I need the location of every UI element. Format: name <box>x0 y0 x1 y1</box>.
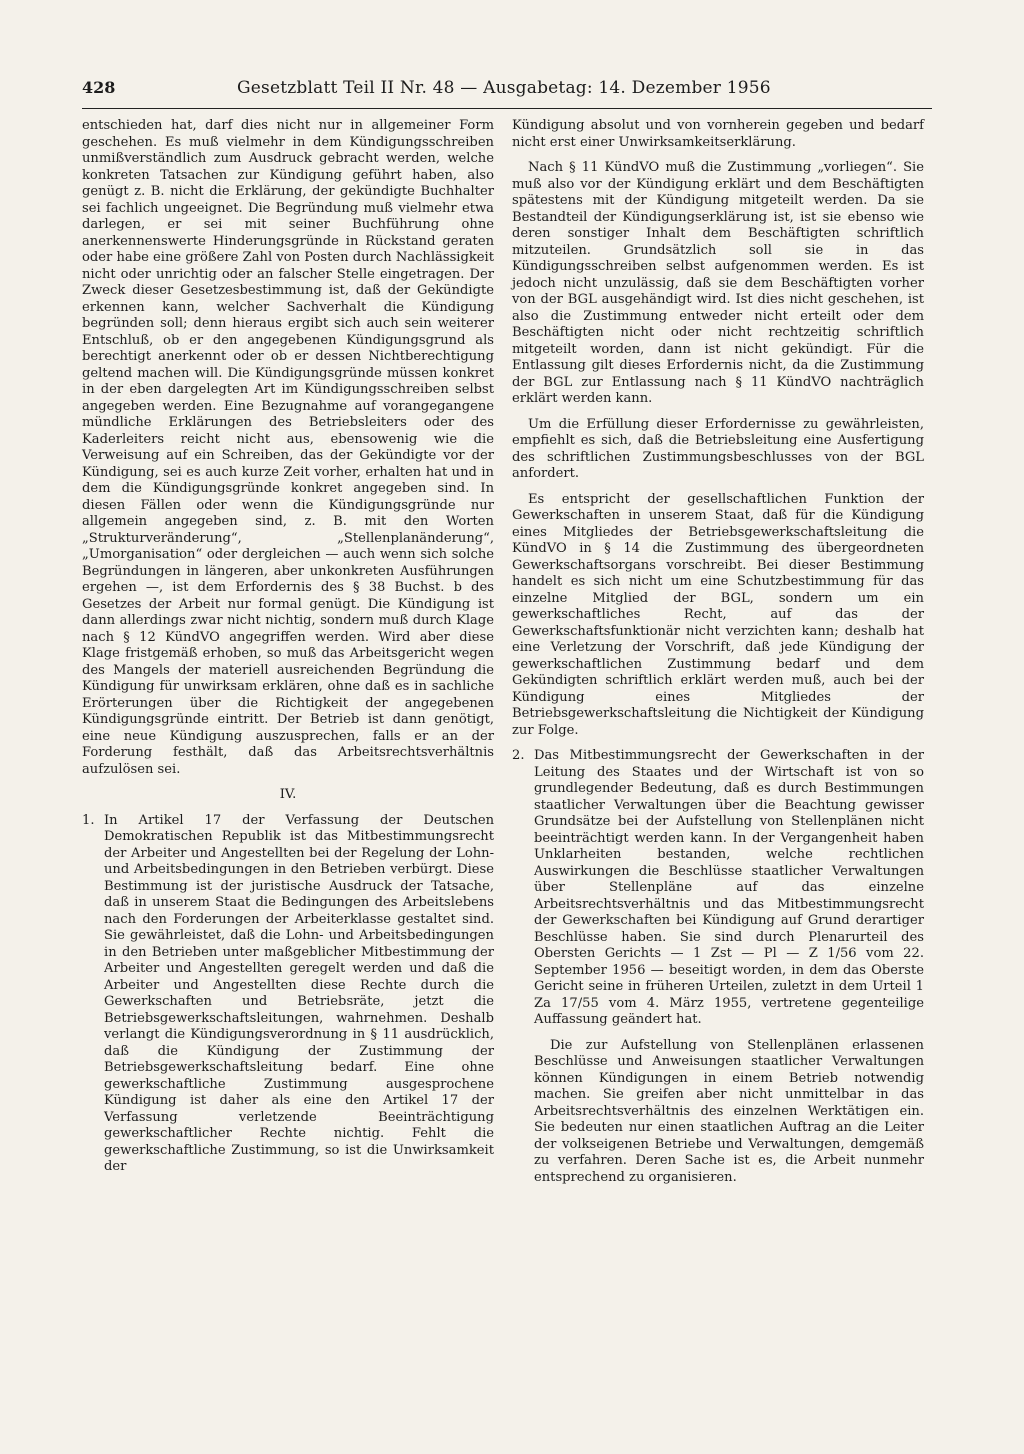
page-header <box>82 78 932 109</box>
item-text-continued: Die zur Aufstellung von Stellenplänen erlassenen Beschlüsse und Anweisungen staatlicher Verwaltungen können Kündigungen in einem Betrieb notwendig machen. Sie greifen aber nicht unmittelbar in das Arbeitsrechtsverhältnis des einzelnen Werktätigen ein. Sie bedeuten nur einen staatlichen Auftrag an die Leiter der volkseigenen Betriebe und Verwaltungen, demgemäß zu verfahren. Deren Sache ist es, die Arbeit nunmehr entsprechend zu organisieren. <box>534 1037 924 1185</box>
item-text: In Artikel 17 der Verfassung der Deutschen Demokratischen Republik ist das Mitbestimmungsrecht der Arbeiter und Angestellten bei der Regelung der Lohn- und Arbeitsbedingungen in den Betrieben verbürgt. Diese Bestimmung ist der juristische Ausdruck der Tatsache, daß in unserem Staat die Bedingungen des Arbeitslebens nach den Forderungen der Arbeiterklasse gestaltet sind. Sie gewährleistet, daß die Lohn- und Arbeitsbedingungen in den Betrieben unter maßgeblicher Mitbestimmung der Arbeiter und Angestellten geregelt werden und daß die Arbeiter und Angestellten diese Rechte durch die Gewerkschaften und Betriebsräte, jetzt die Betriebsgewerkschaftsleitungen, wahrnehmen. Deshalb verlangt die Kündigungsverordnung in § 11 ausdrücklich, daß die Kündigung der Zustimmung der Betriebsgewerkschaftsleitung bedarf. Eine ohne gewerkschaftliche Zustimmung ausgesprochene Kündigung ist daher als eine den Artikel 17 der Verfassung verletzende Beeinträchtigung gewerkschaftlicher Rechte nichtig. Fehlt die gewerkschaftliche Zustimmung, so ist die Unwirksamkeit der <box>104 812 494 1174</box>
numbered-item-2 <box>512 748 924 1186</box>
item-text: Das Mitbestimmungsrecht der Gewerkschaften in der Leitung des Staates und der Wirtschaft ist von so grundlegender Bedeutung, daß es durch Bestimmungen staatlicher Verwaltungen über die Beachtung gewisser Grundsätze bei der Aufstellung von Stellenplänen nicht beeinträchtigt werden kann. In der Vergangenheit haben Unklarheiten bestanden, welche rechtlichen Auswirkungen die Beschlüsse staatlicher Verwaltungen über Stellenpläne auf das einzelne Arbeitsrechtsverhältnis und das Mitbestimmungsrecht der Gewerkschaften bei Kündigung auf Grund derartiger Beschlüsse haben. Sie sind durch Plenarurteil des Obersten Gerichts — 1 Zst — Pl — Z 1/56 vom 22. September 1956 — beseitigt worden, in dem das Oberste Gericht seine in früheren Urteilen, zuletzt in dem Urteil 1 Za 17/55 vom 4. März 1955, vertretene gegenteilige Auffassung geändert hat. <box>534 748 924 1027</box>
page-number: 428 <box>82 78 116 97</box>
item-number: 1. <box>82 812 95 828</box>
left-column <box>82 118 494 1185</box>
section-heading: IV. <box>279 787 297 802</box>
paragraph: entschieden hat, darf dies nicht nur in allgemeiner Form geschehen. Es muß vielmehr in dem Kündigungsschreiben unmißverständlich zum Ausdruck gebracht werden, welche konkreten Tatsachen zur Kündigung geführt haben, also genügt z. B. nicht die Erklärung, der gekündigte Buchhalter sei fachlich ungeeignet. Die Begründung muß vielmehr etwa darlegen, er sei mit seiner Buchführung ohne anerkennenswerte Hinderungsgründe in Rückstand geraten oder habe eine größere Zahl von Posten durch Nachlässigkeit nicht oder unrichtig oder an falscher Stelle eingetragen. Der Zweck dieser Gesetzesbestimmung ist, daß der Gekündigte erkennen kann, welcher Sachverhalt die Kündigung begründen soll; denn hieraus ergibt sich auch sein weiterer Entschluß, ob er den angegebenen Kündigungsgrund als berechtigt anerkennt oder ob er dessen Nichtberechtigung geltend machen will. Die Kündigungsgründe müssen konkret in der eben dargelegten Art im Kündigungsschreiben selbst angegeben werden. Eine Bezugnahme auf vorangegangene mündliche Erklärungen des Betriebsleiters oder des Kaderleiters reicht nicht aus, ebensowenig wie die Verweisung auf ein Schreiben, das der Gekündigte vor der Kündigung, sei es auch kurze Zeit vorher, erhalten hat und in dem die Kündigungsgründe konkret angegeben sind. In diesen Fällen oder wenn die Kündigungsgründe nur allgemein angegeben sind, z. B. mit den Worten „Strukturveränderung“, „Stellenplanänderung“, „Umorganisation“ oder dergleichen — auch wenn sich solche Begründungen in längeren, aber unkonkreten Ausführungen ergehen —, ist dem Erfordernis des § 38 Buchst. b des Gesetzes der Arbeit nur formal genügt. Die Kündigung ist dann allerdings zwar nicht nichtig, sondern muß durch Klage nach § 12 KündVO angegriffen werden. Wird aber diese Klage fristgemäß erhoben, so muß das Arbeitsgericht wegen des Mangels der materiell ausreichenden Begründung die Kündigung für unwirksam erklären, ohne daß es in sachliche Erörterungen über die Richtigkeit der angegebenen Kündigungsgründe eintritt. Der Betrieb ist dann genötigt, eine neue Kündigung auszusprechen, falls er an der Forderung festhält, daß das Arbeitsrechtsverhältnis aufzulösen sei. <box>82 118 494 777</box>
header-title: Gesetzblatt Teil II Nr. 48 — Ausgabetag: 14. Dezember 1956 <box>237 78 771 98</box>
right-column <box>512 118 924 1195</box>
paragraph: Kündigung absolut und von vornherein gegeben und bedarf nicht erst einer Unwirksamkeitserklärung. <box>512 118 924 150</box>
paragraph: Es entspricht der gesellschaftlichen Funktion der Gewerkschaften in unserem Staat, daß für die Kündigung eines Mitgliedes der Betriebsgewerkschaftsleitung die KündVO in § 14 die Zustimmung des übergeordneten Gewerkschaftsorgans vorschreibt. Bei dieser Bestimmung handelt es sich nicht um eine Schutzbestimmung für das einzelne Mitglied der BGL, sondern um ein gewerkschaftliches Recht, auf das der Gewerkschaftsfunktionär nicht verzichten kann; deshalb hat eine Verletzung der Vorschrift, daß jede Kündigung der gewerkschaftlichen Zustimmung bedarf und dem Gekündigten schriftlich erklärt werden muß, auch bei der Kündigung eines Mitgliedes der Betriebsgewerkschaftsleitung die Nichtigkeit der Kündigung zur Folge. <box>512 491 924 738</box>
paragraph: Um die Erfüllung dieser Erfordernisse zu gewährleisten, empfiehlt es sich, daß die Betriebsleitung eine Ausfertigung des schriftlichen Zustimmungsbeschlusses von der BGL anfordert. <box>512 416 924 481</box>
paragraph: Nach § 11 KündVO muß die Zustimmung „vorliegen“. Sie muß also vor der Kündigung erklärt und dem Beschäftigten spätestens mit der Kündigung mitgeteilt werden. Da sie Bestandteil der Kündigungserklärung ist, ist sie ebenso wie deren sonstiger Inhalt dem Beschäftigten schriftlich mitzuteilen. Grundsätzlich soll sie in das Kündigungsschreiben selbst aufgenommen werden. Es ist jedoch nicht unzulässig, daß sie dem Beschäftigten vorher von der BGL ausgehändigt wird. Ist dies nicht geschehen, ist also die Zustimmung entweder nicht erteilt oder dem Beschäftigten nicht oder nicht rechtzeitig schriftlich mitgeteilt worden, dann ist nicht gekündigt. Für die Entlassung gilt dieses Erfordernis nicht, da die Zustimmung der BGL zur Entlassung nach § 11 KündVO nachträglich erklärt werden kann. <box>512 160 924 406</box>
numbered-item-1 <box>82 813 494 1176</box>
item-number: 2. <box>512 748 525 763</box>
